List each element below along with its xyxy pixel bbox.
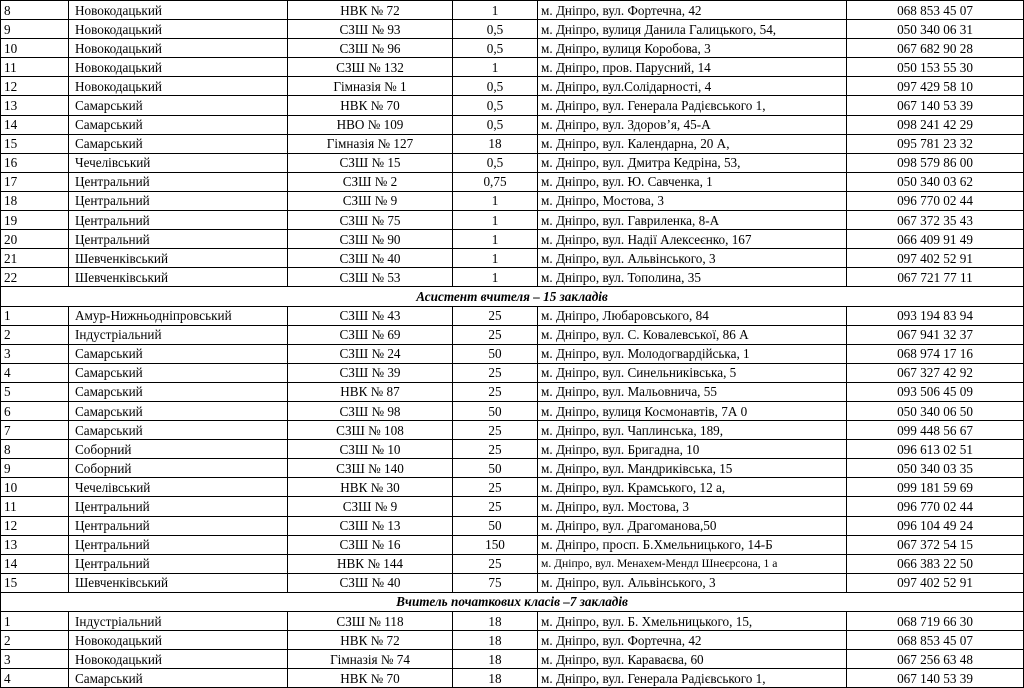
school-cell: СЗШ № 98 bbox=[288, 401, 453, 420]
district-cell: Самарський bbox=[69, 115, 288, 134]
phone-cell: 067 372 35 43 bbox=[847, 211, 1024, 230]
phone-cell: 067 327 42 92 bbox=[847, 363, 1024, 382]
row-number: 21 bbox=[1, 249, 69, 268]
address-cell: м. Дніпро, вул. Чаплинська, 189, bbox=[538, 421, 847, 440]
rate-cell: 50 bbox=[453, 344, 538, 363]
rate-cell: 18 bbox=[453, 612, 538, 631]
phone-cell: 050 340 06 31 bbox=[847, 20, 1024, 39]
table-row bbox=[1, 631, 1024, 650]
school-cell: СЗШ № 53 bbox=[288, 268, 453, 287]
school-cell: СЗШ № 69 bbox=[288, 325, 453, 344]
table-row bbox=[1, 401, 1024, 420]
rate-cell: 0,75 bbox=[453, 172, 538, 191]
rate-cell: 0,5 bbox=[453, 153, 538, 172]
school-cell: СЗШ № 10 bbox=[288, 440, 453, 459]
district-cell: Центральний bbox=[69, 535, 288, 554]
phone-cell: 068 853 45 07 bbox=[847, 631, 1024, 650]
district-cell: Шевченківський bbox=[69, 249, 288, 268]
phone-cell: 099 181 59 69 bbox=[847, 478, 1024, 497]
district-cell: Самарський bbox=[69, 363, 288, 382]
district-cell: Центральний bbox=[69, 230, 288, 249]
row-number: 2 bbox=[1, 325, 69, 344]
row-number: 9 bbox=[1, 459, 69, 478]
row-number: 4 bbox=[1, 669, 69, 688]
district-cell: Новокодацький bbox=[69, 1, 288, 20]
row-number: 22 bbox=[1, 268, 69, 287]
rate-cell: 18 bbox=[453, 669, 538, 688]
address-cell: м. Дніпро, вулиця Данила Галицького, 54, bbox=[538, 20, 847, 39]
phone-cell: 096 104 49 24 bbox=[847, 516, 1024, 535]
district-cell: Соборний bbox=[69, 459, 288, 478]
table-row bbox=[1, 58, 1024, 77]
district-cell: Центральний bbox=[69, 191, 288, 210]
district-cell: Самарський bbox=[69, 382, 288, 401]
row-number: 11 bbox=[1, 497, 69, 516]
phone-cell: 067 941 32 37 bbox=[847, 325, 1024, 344]
row-number: 17 bbox=[1, 172, 69, 191]
phone-cell: 099 448 56 67 bbox=[847, 421, 1024, 440]
section-title: Асистент вчителя – 15 закладів bbox=[1, 287, 1024, 306]
phone-cell: 067 682 90 28 bbox=[847, 39, 1024, 58]
phone-cell: 093 506 45 09 bbox=[847, 382, 1024, 401]
row-number: 12 bbox=[1, 516, 69, 535]
rate-cell: 18 bbox=[453, 650, 538, 669]
school-cell: СЗШ № 9 bbox=[288, 191, 453, 210]
table-row bbox=[1, 382, 1024, 401]
row-number: 13 bbox=[1, 535, 69, 554]
section-title: Вчитель початкових класів –7 закладів bbox=[1, 592, 1024, 611]
address-cell: м. Дніпро, вул. Здоров’я, 45-А bbox=[538, 115, 847, 134]
district-cell: Індустріальний bbox=[69, 612, 288, 631]
rate-cell: 0,5 bbox=[453, 39, 538, 58]
address-cell: м. Дніпро, пров. Парусний, 14 bbox=[538, 58, 847, 77]
phone-cell: 097 402 52 91 bbox=[847, 573, 1024, 592]
phone-cell: 068 853 45 07 bbox=[847, 1, 1024, 20]
row-number: 19 bbox=[1, 211, 69, 230]
rate-cell: 25 bbox=[453, 554, 538, 573]
district-cell: Новокодацький bbox=[69, 650, 288, 669]
school-cell: НВО № 109 bbox=[288, 115, 453, 134]
table-body bbox=[1, 1, 1024, 688]
table-row bbox=[1, 612, 1024, 631]
school-cell: НВК № 87 bbox=[288, 382, 453, 401]
rate-cell: 25 bbox=[453, 440, 538, 459]
section-header-row bbox=[1, 287, 1024, 306]
table-row bbox=[1, 115, 1024, 134]
rate-cell: 0,5 bbox=[453, 96, 538, 115]
row-number: 20 bbox=[1, 230, 69, 249]
address-cell: м. Дніпро, просп. Б.Хмельницького, 14-Б bbox=[538, 535, 847, 554]
school-cell: Гімназія № 127 bbox=[288, 134, 453, 153]
rate-cell: 50 bbox=[453, 459, 538, 478]
school-cell: СЗШ № 96 bbox=[288, 39, 453, 58]
district-cell: Центральний bbox=[69, 516, 288, 535]
rate-cell: 18 bbox=[453, 631, 538, 650]
table-row bbox=[1, 191, 1024, 210]
phone-cell: 067 721 77 11 bbox=[847, 268, 1024, 287]
rate-cell: 25 bbox=[453, 478, 538, 497]
row-number: 18 bbox=[1, 191, 69, 210]
table-row bbox=[1, 669, 1024, 688]
rate-cell: 25 bbox=[453, 325, 538, 344]
district-cell: Новокодацький bbox=[69, 58, 288, 77]
table-row bbox=[1, 554, 1024, 573]
row-number: 15 bbox=[1, 573, 69, 592]
phone-cell: 067 256 63 48 bbox=[847, 650, 1024, 669]
table-row bbox=[1, 77, 1024, 96]
row-number: 1 bbox=[1, 306, 69, 325]
phone-cell: 098 579 86 00 bbox=[847, 153, 1024, 172]
phone-cell: 067 140 53 39 bbox=[847, 96, 1024, 115]
school-cell: Гімназія № 1 bbox=[288, 77, 453, 96]
row-number: 3 bbox=[1, 344, 69, 363]
school-cell: СЗШ № 90 bbox=[288, 230, 453, 249]
table-row bbox=[1, 363, 1024, 382]
school-cell: СЗШ № 39 bbox=[288, 363, 453, 382]
district-cell: Центральний bbox=[69, 172, 288, 191]
address-cell: м. Дніпро, вул. Альвінського, 3 bbox=[538, 249, 847, 268]
phone-cell: 050 340 06 50 bbox=[847, 401, 1024, 420]
address-cell: м. Дніпро, вул. Фортечна, 42 bbox=[538, 1, 847, 20]
school-cell: НВК № 144 bbox=[288, 554, 453, 573]
row-number: 14 bbox=[1, 554, 69, 573]
table-row bbox=[1, 134, 1024, 153]
rate-cell: 1 bbox=[453, 249, 538, 268]
table-row bbox=[1, 535, 1024, 554]
rate-cell: 1 bbox=[453, 268, 538, 287]
district-cell: Індустріальний bbox=[69, 325, 288, 344]
rate-cell: 25 bbox=[453, 363, 538, 382]
address-cell: м. Дніпро, Любаровського, 84 bbox=[538, 306, 847, 325]
phone-cell: 050 340 03 35 bbox=[847, 459, 1024, 478]
table-row bbox=[1, 573, 1024, 592]
rate-cell: 50 bbox=[453, 401, 538, 420]
district-cell: Самарський bbox=[69, 134, 288, 153]
phone-cell: 096 770 02 44 bbox=[847, 191, 1024, 210]
table-row bbox=[1, 306, 1024, 325]
rate-cell: 1 bbox=[453, 191, 538, 210]
table-row bbox=[1, 344, 1024, 363]
school-cell: СЗШ № 9 bbox=[288, 497, 453, 516]
rate-cell: 0,5 bbox=[453, 115, 538, 134]
table-row bbox=[1, 516, 1024, 535]
row-number: 2 bbox=[1, 631, 69, 650]
rate-cell: 50 bbox=[453, 516, 538, 535]
district-cell: Амур-Нижньодніпровський bbox=[69, 306, 288, 325]
address-cell: м. Дніпро, вул. Мальовнича, 55 bbox=[538, 382, 847, 401]
address-cell: м. Дніпро, Мостова, 3 bbox=[538, 191, 847, 210]
address-cell: м. Дніпро, вул. Крамського, 12 а, bbox=[538, 478, 847, 497]
school-cell: СЗШ № 40 bbox=[288, 249, 453, 268]
district-cell: Самарський bbox=[69, 401, 288, 420]
table-row bbox=[1, 268, 1024, 287]
table-row bbox=[1, 497, 1024, 516]
rate-cell: 0,5 bbox=[453, 77, 538, 96]
district-cell: Новокодацький bbox=[69, 631, 288, 650]
row-number: 11 bbox=[1, 58, 69, 77]
rate-cell: 1 bbox=[453, 211, 538, 230]
district-cell: Центральний bbox=[69, 497, 288, 516]
table-row bbox=[1, 153, 1024, 172]
rate-cell: 75 bbox=[453, 573, 538, 592]
address-cell: м. Дніпро, вул. Гавриленка, 8-А bbox=[538, 211, 847, 230]
rate-cell: 18 bbox=[453, 134, 538, 153]
phone-cell: 095 781 23 32 bbox=[847, 134, 1024, 153]
address-cell: м. Дніпро, вул. Драгоманова,50 bbox=[538, 516, 847, 535]
school-cell: НВК № 72 bbox=[288, 1, 453, 20]
rate-cell: 0,5 bbox=[453, 20, 538, 39]
address-cell: м. Дніпро, вул. Бригадна, 10 bbox=[538, 440, 847, 459]
school-cell: НВК № 70 bbox=[288, 669, 453, 688]
district-cell: Соборний bbox=[69, 440, 288, 459]
row-number: 5 bbox=[1, 382, 69, 401]
address-cell: м. Дніпро, вул. Менахем-Мендл Шнеєрсона, 1 а bbox=[538, 554, 847, 573]
table-row bbox=[1, 421, 1024, 440]
address-cell: м. Дніпро, вул. Молодогвардійська, 1 bbox=[538, 344, 847, 363]
table-row bbox=[1, 1, 1024, 20]
table-row bbox=[1, 459, 1024, 478]
address-cell: м. Дніпро, вул. С. Ковалевської, 86 А bbox=[538, 325, 847, 344]
table-row bbox=[1, 211, 1024, 230]
school-cell: СЗШ № 2 bbox=[288, 172, 453, 191]
row-number: 12 bbox=[1, 77, 69, 96]
district-cell: Самарський bbox=[69, 344, 288, 363]
row-number: 10 bbox=[1, 39, 69, 58]
rate-cell: 1 bbox=[453, 1, 538, 20]
address-cell: м. Дніпро, вул. Дмитра Кедріна, 53, bbox=[538, 153, 847, 172]
phone-cell: 096 770 02 44 bbox=[847, 497, 1024, 516]
table-row bbox=[1, 39, 1024, 58]
rate-cell: 1 bbox=[453, 58, 538, 77]
district-cell: Чечелівський bbox=[69, 478, 288, 497]
phone-cell: 050 340 03 62 bbox=[847, 172, 1024, 191]
district-cell: Шевченківський bbox=[69, 268, 288, 287]
district-cell: Новокодацький bbox=[69, 20, 288, 39]
school-cell: СЗШ № 108 bbox=[288, 421, 453, 440]
row-number: 10 bbox=[1, 478, 69, 497]
district-cell: Шевченківський bbox=[69, 573, 288, 592]
address-cell: м. Дніпро, вул. Генерала Радієвського 1, bbox=[538, 96, 847, 115]
rate-cell: 25 bbox=[453, 421, 538, 440]
address-cell: м. Дніпро, вул. Синельниківська, 5 bbox=[538, 363, 847, 382]
phone-cell: 093 194 83 94 bbox=[847, 306, 1024, 325]
row-number: 7 bbox=[1, 421, 69, 440]
address-cell: м. Дніпро, вул. Мостова, 3 bbox=[538, 497, 847, 516]
phone-cell: 050 153 55 30 bbox=[847, 58, 1024, 77]
rate-cell: 25 bbox=[453, 306, 538, 325]
row-number: 9 bbox=[1, 20, 69, 39]
phone-cell: 066 409 91 49 bbox=[847, 230, 1024, 249]
address-cell: м. Дніпро, вул. Ю. Савченка, 1 bbox=[538, 172, 847, 191]
address-cell: м. Дніпро, вул. Надії Алексеєнко, 167 bbox=[538, 230, 847, 249]
row-number: 1 bbox=[1, 612, 69, 631]
address-cell: м. Дніпро, вул. Мандриківська, 15 bbox=[538, 459, 847, 478]
school-cell: СЗШ № 40 bbox=[288, 573, 453, 592]
address-cell: м. Дніпро, вулиця Коробова, 3 bbox=[538, 39, 847, 58]
table-row bbox=[1, 172, 1024, 191]
phone-cell: 097 402 52 91 bbox=[847, 249, 1024, 268]
phone-cell: 066 383 22 50 bbox=[847, 554, 1024, 573]
address-cell: м. Дніпро, вулиця Космонавтів, 7А 0 bbox=[538, 401, 847, 420]
table-row bbox=[1, 325, 1024, 344]
school-cell: Гімназія № 74 bbox=[288, 650, 453, 669]
school-cell: СЗШ № 13 bbox=[288, 516, 453, 535]
address-cell: м. Дніпро, вул. Тополина, 35 bbox=[538, 268, 847, 287]
phone-cell: 097 429 58 10 bbox=[847, 77, 1024, 96]
table-row bbox=[1, 20, 1024, 39]
address-cell: м. Дніпро, вул. Б. Хмельницького, 15, bbox=[538, 612, 847, 631]
district-cell: Чечелівський bbox=[69, 153, 288, 172]
address-cell: м. Дніпро, вул.Солідарності, 4 bbox=[538, 77, 847, 96]
row-number: 14 bbox=[1, 115, 69, 134]
district-cell: Центральний bbox=[69, 554, 288, 573]
school-cell: НВК № 72 bbox=[288, 631, 453, 650]
row-number: 16 bbox=[1, 153, 69, 172]
phone-cell: 067 372 54 15 bbox=[847, 535, 1024, 554]
district-cell: Новокодацький bbox=[69, 39, 288, 58]
row-number: 8 bbox=[1, 440, 69, 459]
row-number: 6 bbox=[1, 401, 69, 420]
district-cell: Самарський bbox=[69, 669, 288, 688]
address-cell: м. Дніпро, вул. Календарна, 20 А, bbox=[538, 134, 847, 153]
address-cell: м. Дніпро, вул. Караваєва, 60 bbox=[538, 650, 847, 669]
phone-cell: 098 241 42 29 bbox=[847, 115, 1024, 134]
school-cell: СЗШ № 43 bbox=[288, 306, 453, 325]
phone-cell: 068 974 17 16 bbox=[847, 344, 1024, 363]
school-cell: НВК № 70 bbox=[288, 96, 453, 115]
phone-cell: 067 140 53 39 bbox=[847, 669, 1024, 688]
section-header-row bbox=[1, 592, 1024, 611]
school-cell: СЗШ № 75 bbox=[288, 211, 453, 230]
rate-cell: 25 bbox=[453, 382, 538, 401]
rate-cell: 25 bbox=[453, 497, 538, 516]
school-cell: СЗШ № 132 bbox=[288, 58, 453, 77]
district-cell: Самарський bbox=[69, 421, 288, 440]
phone-cell: 068 719 66 30 bbox=[847, 612, 1024, 631]
phone-cell: 096 613 02 51 bbox=[847, 440, 1024, 459]
row-number: 15 bbox=[1, 134, 69, 153]
address-cell: м. Дніпро, вул. Альвінського, 3 bbox=[538, 573, 847, 592]
district-cell: Центральний bbox=[69, 211, 288, 230]
row-number: 3 bbox=[1, 650, 69, 669]
school-cell: СЗШ № 15 bbox=[288, 153, 453, 172]
school-cell: НВК № 30 bbox=[288, 478, 453, 497]
rate-cell: 1 bbox=[453, 230, 538, 249]
district-cell: Самарський bbox=[69, 96, 288, 115]
school-cell: СЗШ № 140 bbox=[288, 459, 453, 478]
table-row bbox=[1, 650, 1024, 669]
address-cell: м. Дніпро, вул. Генерала Радієвського 1, bbox=[538, 669, 847, 688]
table-row bbox=[1, 249, 1024, 268]
school-cell: СЗШ № 24 bbox=[288, 344, 453, 363]
row-number: 8 bbox=[1, 1, 69, 20]
district-cell: Новокодацький bbox=[69, 77, 288, 96]
row-number: 4 bbox=[1, 363, 69, 382]
school-cell: СЗШ № 16 bbox=[288, 535, 453, 554]
address-cell: м. Дніпро, вул. Фортечна, 42 bbox=[538, 631, 847, 650]
table-row bbox=[1, 440, 1024, 459]
table-row bbox=[1, 230, 1024, 249]
school-cell: СЗШ № 118 bbox=[288, 612, 453, 631]
table-row bbox=[1, 478, 1024, 497]
school-cell: СЗШ № 93 bbox=[288, 20, 453, 39]
table-row bbox=[1, 96, 1024, 115]
row-number: 13 bbox=[1, 96, 69, 115]
rate-cell: 150 bbox=[453, 535, 538, 554]
